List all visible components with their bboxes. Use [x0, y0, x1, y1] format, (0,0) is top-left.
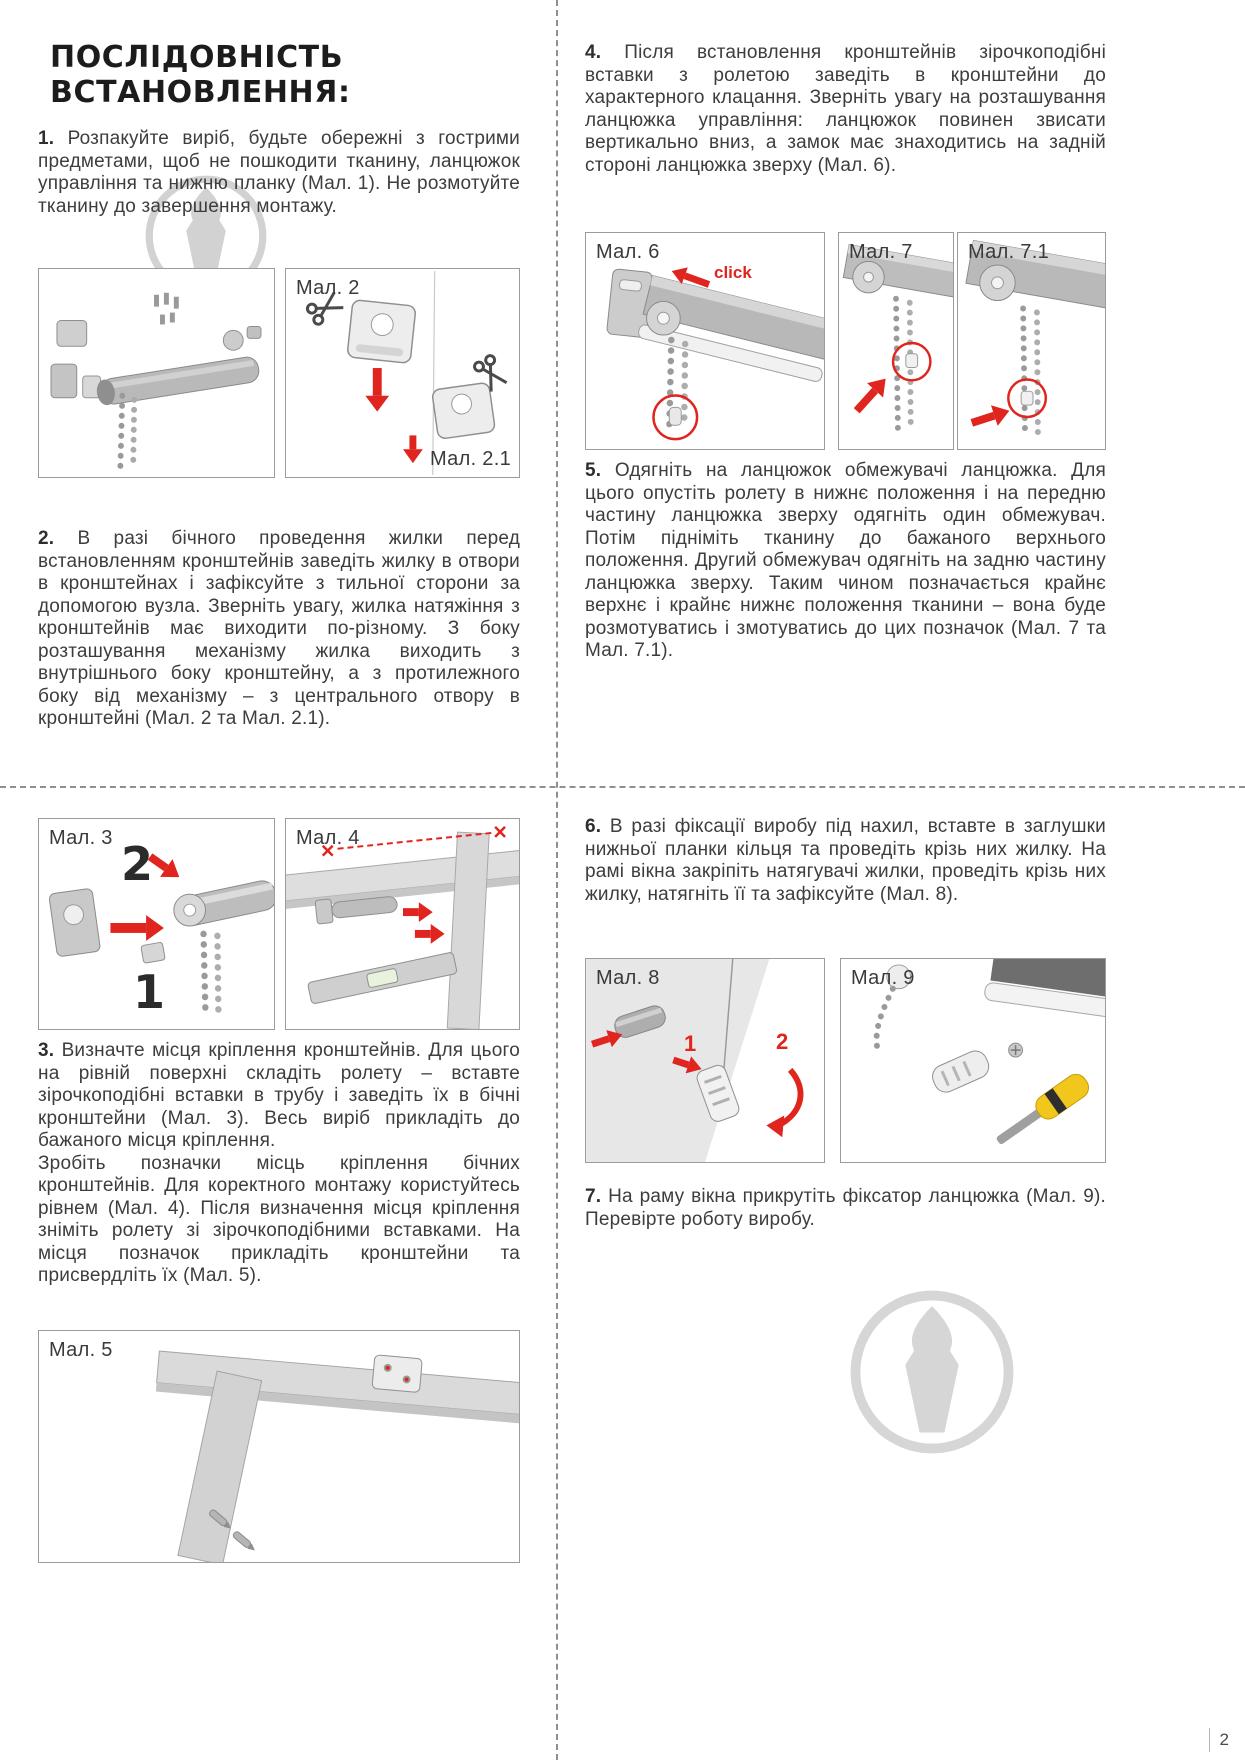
section-divider-dashed-line — [0, 786, 1245, 788]
step-3-number: 3. — [38, 1040, 55, 1061]
screwdriver-icon — [991, 1070, 1093, 1152]
red-arrow-icon — [110, 915, 163, 941]
step-3 — [38, 1040, 520, 1288]
star-insert-hole — [864, 272, 874, 282]
step-6-number: 6. — [585, 816, 602, 837]
figure-7-label: Мал. 7 — [849, 241, 913, 263]
step-7 — [585, 1186, 1106, 1231]
chain-stopper-icon — [1021, 391, 1033, 405]
step-5 — [585, 460, 1106, 663]
control-chain-icon — [877, 989, 893, 1046]
figure-7-1-box — [957, 232, 1106, 450]
brand-watermark-icon — [843, 1283, 1021, 1461]
step-1 — [38, 128, 520, 218]
figure-3-marker-2: 2 — [121, 837, 154, 891]
bracket-icon — [49, 888, 101, 957]
column-divider-dashed-line — [556, 0, 558, 1760]
figure-6-box — [585, 232, 825, 450]
step-4 — [585, 42, 1106, 177]
figure-3-marker-1: 1 — [133, 965, 166, 1019]
step-3-text-2: Зробіть позначки місць кріплення бічних кронштейнів. Для коректного монтажу користуйтесь рівнем (Мал. 4). Після визначення місця кріплення зніміть ролету зі зірочкоподібними вставками. На місця позначок прикладіть кронштейни та присвердліть їх (Мал. 5). — [38, 1152, 520, 1286]
figure-6-illustration — [586, 233, 824, 449]
step-6-text: В разі фіксації виробу під нахил, вставте в заглушки нижньої планки кільця та проведіть крізь них жилку. На рамі вікна закріпіть натягувачі жилки, проведіть крізь них жилку, натягніть її та зафіксуйте (Мал. 8). — [585, 816, 1106, 905]
figure-8-label: Мал. 8 — [596, 967, 660, 989]
screws-set-icon — [154, 293, 179, 325]
figure-3-box — [38, 818, 275, 1030]
step-2-number: 2. — [38, 528, 55, 549]
step-7-text: На раму вікна прикрутіть фіксатор ланцюжка (Мал. 9). Перевірте роботу виробу. — [585, 1186, 1107, 1230]
figure-1-illustration — [39, 269, 274, 477]
figure-5-illustration — [39, 1331, 519, 1562]
figure-8-box — [585, 958, 825, 1163]
step-5-number: 5. — [585, 460, 602, 481]
end-cap-icon — [223, 330, 243, 350]
chain-fixator-icon — [929, 1047, 993, 1096]
star-insert-hole — [657, 312, 669, 324]
step-2 — [38, 528, 520, 731]
screw-icon — [232, 1531, 257, 1554]
red-arrow-icon — [403, 435, 423, 463]
figure-6-click-label: click — [714, 263, 752, 282]
brackets-icon — [51, 321, 101, 398]
step-3-paragraph-2 — [38, 1153, 520, 1288]
figure-9-label: Мал. 9 — [851, 967, 915, 989]
red-arrow-icon — [403, 902, 433, 922]
page-number: 2 — [1209, 1728, 1239, 1752]
figure-8-marker-1: 1 — [684, 1031, 697, 1056]
page-title: ПОСЛІДОВНІСТЬ ВСТАНОВЛЕННЯ: — [50, 40, 351, 110]
figure-2-box — [285, 268, 520, 478]
step-5-text: Одягніть на ланцюжок обмежувачі ланцюжка. Для цього опустіть ролету в нижнє положення і на передню частину ланцюжка зверху одягніть один обмежувач. Потім підніміть тканину до бажаного верхнього положення. Другий обмежувач одягніть на задню частину ланцюжка зверху. Таким чином позначається крайнє верхнє і крайнє нижнє положення тканини – вона буде розмотуватись і змотуватись до цих позначок (Мал. 7 та Мал. 7.1). — [585, 460, 1106, 661]
figure-4-illustration — [286, 819, 519, 1029]
bracket-icon — [347, 300, 416, 364]
figure-1-box — [38, 268, 275, 478]
bracket-icon — [432, 382, 496, 439]
figure-9-box — [840, 958, 1106, 1163]
star-insert-hole — [184, 904, 196, 916]
figure-7-box — [838, 232, 954, 450]
red-arrow-icon — [415, 924, 445, 944]
red-arrow-icon — [365, 368, 389, 412]
step-7-number: 7. — [585, 1186, 602, 1207]
x-mark-icon — [495, 827, 505, 837]
spirit-level-icon — [307, 952, 457, 1004]
figure-3-label: Мал. 3 — [49, 827, 113, 849]
step-1-number: 1. — [38, 128, 55, 149]
screw-icon — [1009, 1043, 1023, 1057]
figure-2-1-label: Мал. 2.1 — [430, 448, 511, 470]
figure-2-illustration — [286, 269, 519, 477]
control-chain-icon — [120, 396, 134, 467]
red-arrow-icon — [849, 371, 894, 418]
step-3-paragraph-1 — [38, 1040, 520, 1153]
bracket-icon — [372, 1355, 422, 1393]
figure-8-marker-2: 2 — [776, 1029, 789, 1054]
step-2-text: В разі бічного проведення жилки перед встановленням кронштейнів заведіть жилку в отвори в кронштейнах і зафіксуйте з тильної сторони за допомогою вузла. Зверніть увагу, жилка натяжіння з кронштейнів має виходити по-різному. З боку розташування механізму жилка виходить з внутрішнього боку кронштейну, а з протилежного боку від механізму – з центрального отвору в кронштейні (Мал. 2 та Мал. 2.1). — [38, 528, 520, 729]
roller-tube-icon — [95, 355, 260, 406]
step-4-number: 4. — [585, 42, 602, 63]
control-chain-icon — [204, 934, 219, 1017]
figure-7-illustration — [839, 233, 953, 449]
step-6 — [585, 816, 1106, 906]
window-frame-side-bar — [178, 1371, 262, 1562]
figure-7-1-illustration — [958, 233, 1105, 449]
chain-lock-icon — [669, 407, 681, 425]
step-3-text: Визначте місця кріплення кронштейнів. Для цього на рівній поверхні складіть ролету – вставте зірочкоподібні вставки в трубу і заведіть їх в бічні кронштейни (Мал. 3). Весь виріб прикладіть до бажаного місця кріплення. — [38, 1040, 520, 1151]
red-curved-arrow-icon — [766, 1070, 800, 1137]
figure-4-label: Мал. 4 — [296, 827, 360, 849]
figure-2-label: Мал. 2 — [296, 277, 360, 299]
figure-4-box — [285, 818, 520, 1030]
star-insert-hole — [992, 277, 1004, 289]
chain-stopper-icon — [906, 354, 918, 368]
figure-6-label: Мал. 6 — [596, 241, 660, 263]
figure-5-label: Мал. 5 — [49, 1339, 113, 1361]
step-4-text: Після встановлення кронштейнів зірочкоподібні вставки з ролетою заведіть в кронштейни до характерного клацання. Зверніть увагу на розташування ланцюжка управління: ланцюжок повинен звисати вертикально вниз, а замок має знаходитись на задній стороні ланцюжка зверху (Мал. 6). — [585, 42, 1106, 176]
step-1-text: Розпакуйте виріб, будьте обережні з гострими предметами, щоб не пошкодити тканину, ланцюжок управління та нижню планку (Мал. 1). Не розмотуйте тканину до завершення монтажу. — [38, 128, 520, 217]
cord-line — [433, 271, 435, 475]
fabric-and-bottom-bar — [984, 959, 1105, 1018]
figure-5-box — [38, 1330, 520, 1563]
figure-7-1-label: Мал. 7.1 — [968, 241, 1049, 263]
red-arrow-icon — [968, 400, 1012, 433]
insert-part-icon — [247, 326, 261, 338]
clip-part-icon — [141, 942, 166, 963]
